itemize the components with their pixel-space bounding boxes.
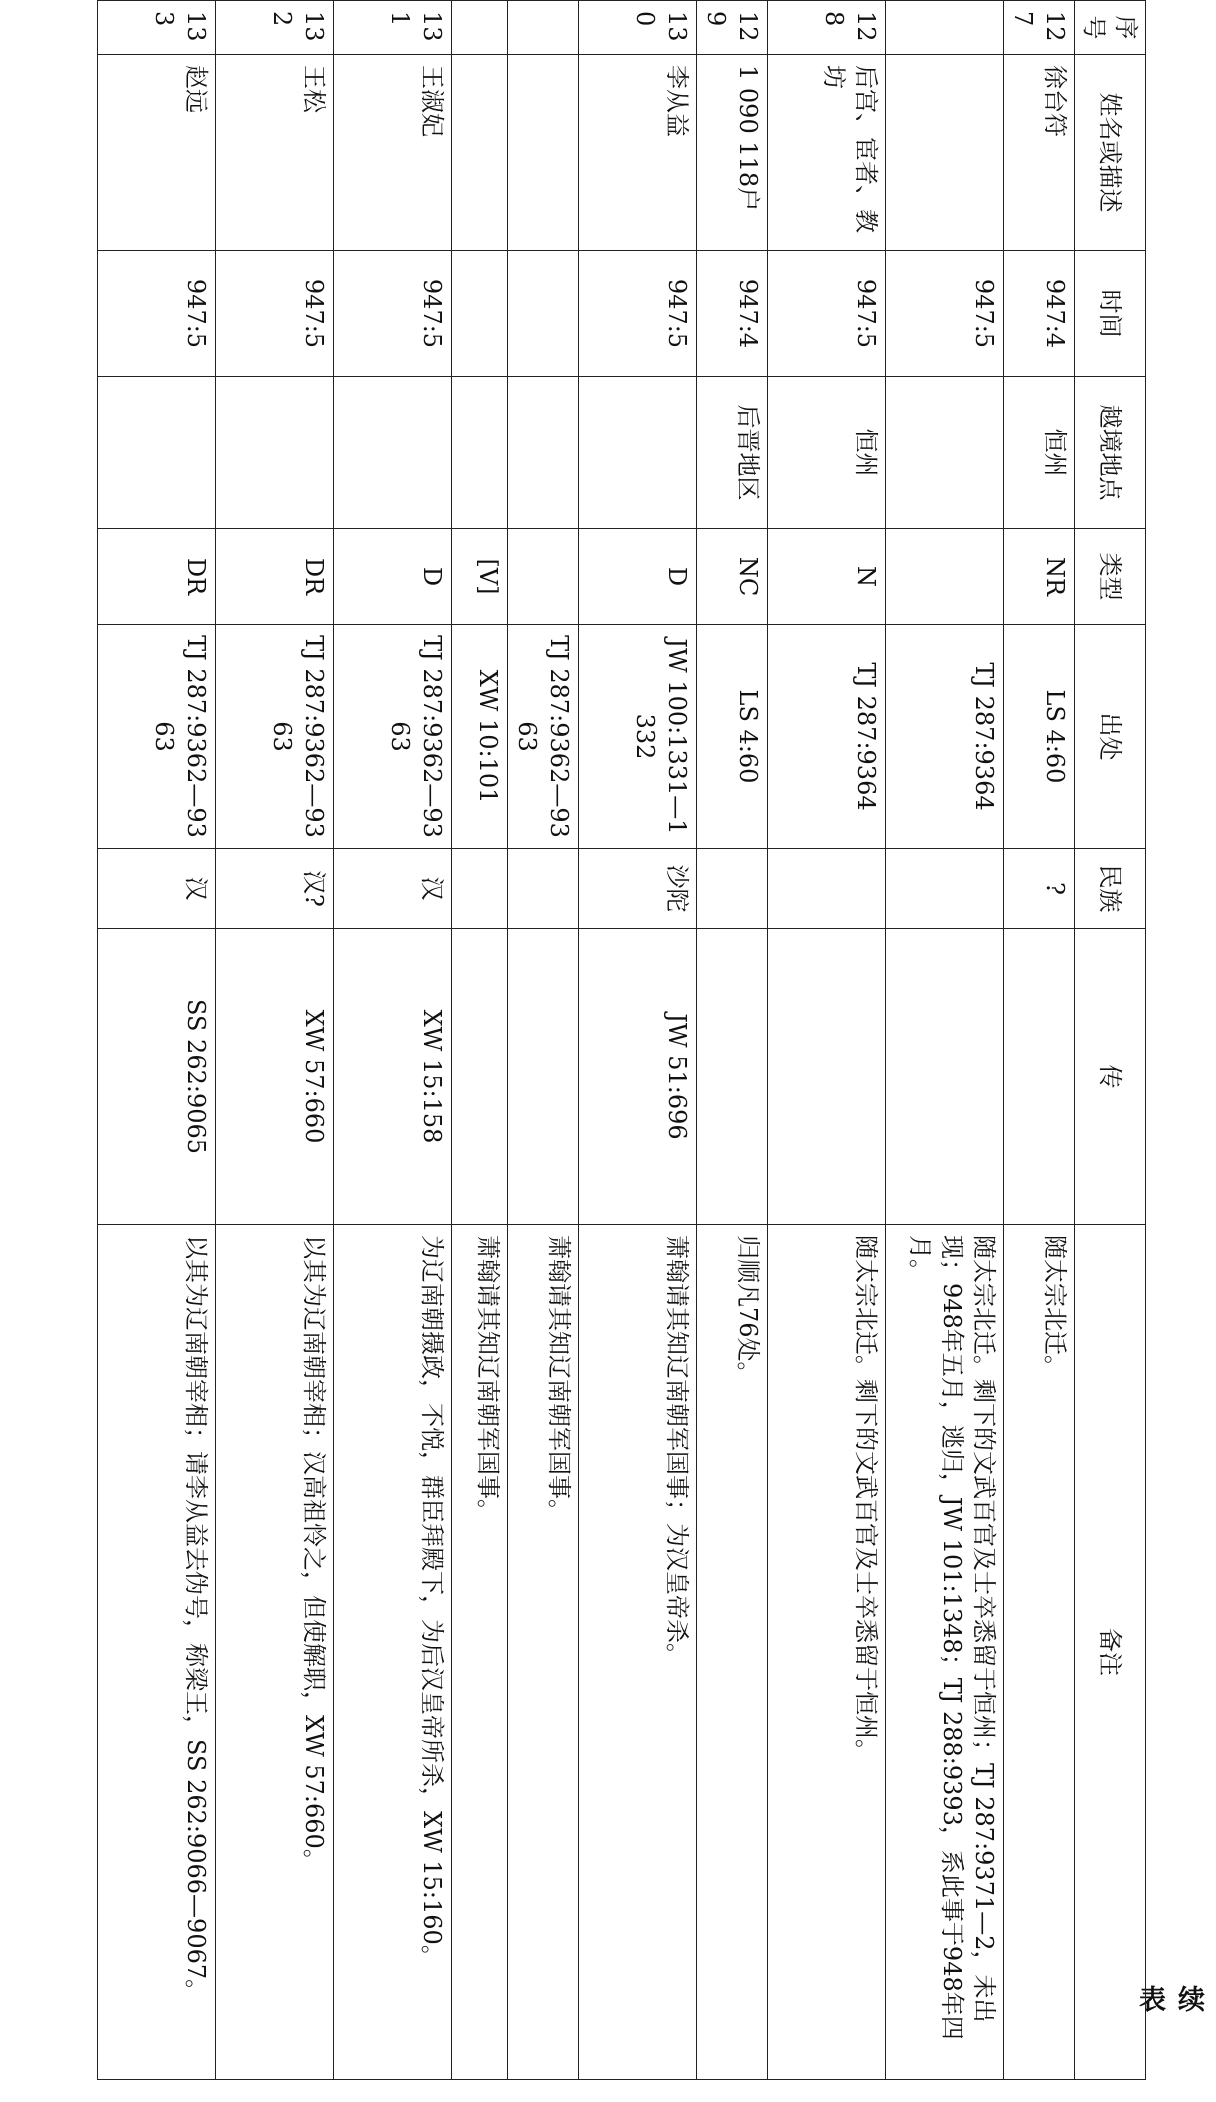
- cell-bio: [1004, 929, 1075, 1225]
- cell-note: 随太宗北迁。: [1004, 1225, 1075, 2080]
- cell-no: 131: [334, 1, 452, 55]
- cell-type: D: [334, 529, 452, 625]
- cell-note: 萧翰请其知辽南朝军国事；为汉皇帝杀。: [579, 1225, 697, 2080]
- cell-no: 127: [1004, 1, 1075, 55]
- cell-note: 萧翰请其知辽南朝军国事。: [452, 1225, 508, 2080]
- header-name: 姓名或描述: [1075, 55, 1146, 251]
- cell-type: [508, 529, 579, 625]
- cell-type: N: [768, 529, 886, 625]
- cell-no: [886, 1, 1004, 55]
- cell-source: TJ 287:9362—9363: [508, 625, 579, 849]
- table-row: [886, 1, 1004, 2080]
- cell-time: 947:5: [98, 251, 216, 377]
- cell-ethnic: 汉: [334, 849, 452, 929]
- cell-name: 1 090 118户: [697, 55, 768, 251]
- cell-name: 后宫、宦者、教坊: [768, 55, 886, 251]
- cell-bio: SS 262:9065: [98, 929, 216, 1225]
- cell-place: [216, 377, 334, 529]
- cell-time: 947:5: [886, 251, 1004, 377]
- cell-ethnic: [508, 849, 579, 929]
- cell-place: 恒州: [768, 377, 886, 529]
- cell-time: 947:5: [334, 251, 452, 377]
- table-row: [98, 1, 216, 2080]
- cell-bio: JW 51:696: [579, 929, 697, 1225]
- cell-source: TJ 287:9362—9363: [334, 625, 452, 849]
- cell-time: 947:4: [697, 251, 768, 377]
- cell-type: NC: [697, 529, 768, 625]
- cell-no: 130: [579, 1, 697, 55]
- table-row: [334, 1, 452, 2080]
- table-row: [579, 1, 697, 2080]
- cell-no: 129: [697, 1, 768, 55]
- cell-bio: [452, 929, 508, 1225]
- cell-note: 归顺凡76处。: [697, 1225, 768, 2080]
- cell-name: [886, 55, 1004, 251]
- table-row: [216, 1, 334, 2080]
- data-table: [97, 0, 1146, 2080]
- cell-ethnic: [886, 849, 1004, 929]
- cell-source: JW 100:1331—1332: [579, 625, 697, 849]
- cell-no: [508, 1, 579, 55]
- cell-no: [452, 1, 508, 55]
- header-bio: 传: [1075, 929, 1146, 1225]
- cell-source: XW 10:101: [452, 625, 508, 849]
- cell-bio: [508, 929, 579, 1225]
- header-place: 越境地点: [1075, 377, 1146, 529]
- cell-type: DR: [98, 529, 216, 625]
- table-row: [697, 1, 768, 2080]
- cell-no: 128: [768, 1, 886, 55]
- cell-place: [886, 377, 1004, 529]
- cell-type: D: [579, 529, 697, 625]
- cell-type: NR: [1004, 529, 1075, 625]
- cell-name: [452, 55, 508, 251]
- header-type: 类型: [1075, 529, 1146, 625]
- cell-place: 恒州: [1004, 377, 1075, 529]
- cell-name: [508, 55, 579, 251]
- cell-time: 947:5: [216, 251, 334, 377]
- cell-place: [452, 377, 508, 529]
- cell-name: 王松: [216, 55, 334, 251]
- table-row: [452, 1, 508, 2080]
- cell-name: 徐台符: [1004, 55, 1075, 251]
- cell-bio: XW 57:660: [216, 929, 334, 1225]
- cell-bio: XW 15:158: [334, 929, 452, 1225]
- cell-note: 萧翰请其知辽南朝军国事。: [508, 1225, 579, 2080]
- cell-no: 133: [98, 1, 216, 55]
- cell-note: 为辽南朝摄政，不悦，群臣拜殿下，为后汉皇帝所杀，XW 15:160。: [334, 1225, 452, 2080]
- cell-source: LS 4:60: [1004, 625, 1075, 849]
- cell-no: 132: [216, 1, 334, 55]
- cell-time: 947:4: [1004, 251, 1075, 377]
- cell-bio: [886, 929, 1004, 1225]
- header-source: 出处: [1075, 625, 1146, 849]
- cell-type: [V]: [452, 529, 508, 625]
- table-row: [768, 1, 886, 2080]
- cell-ethnic: [697, 849, 768, 929]
- cell-place: [579, 377, 697, 529]
- cell-bio: [697, 929, 768, 1225]
- header-ethnic: 民族: [1075, 849, 1146, 929]
- cell-source: TJ 287:9364: [886, 625, 1004, 849]
- header-time: 时间: [1075, 251, 1146, 377]
- header-note: 备注: [1075, 1225, 1146, 2080]
- cell-note: 以其为辽南朝宰相；请李从益去伪号，称梁王，SS 262:9066—9067。: [98, 1225, 216, 2080]
- cell-ethnic: [452, 849, 508, 929]
- cell-source: TJ 287:9362—9363: [98, 625, 216, 849]
- cell-type: [886, 529, 1004, 625]
- cell-place: 后晋地区: [697, 377, 768, 529]
- table-row: [508, 1, 579, 2080]
- header-row: [1075, 1, 1146, 2080]
- cell-source: TJ 287:9362—9363: [216, 625, 334, 849]
- cell-name: 李从益: [579, 55, 697, 251]
- cell-ethnic: 汉: [98, 849, 216, 929]
- cell-ethnic: 汉?: [216, 849, 334, 929]
- page-label: 续 表: [1134, 1985, 1204, 2099]
- cell-place: [508, 377, 579, 529]
- cell-name: 赵远: [98, 55, 216, 251]
- cell-time: [508, 251, 579, 377]
- cell-source: TJ 287:9364: [768, 625, 886, 849]
- cell-note: 随太宗北迁。剩下的文武百官及士卒悉留于恒州；TJ 287:9371—2，未出现；948年五月，逃归，JW 101:1348；TJ 288:9393，系此事于948年四月。: [886, 1225, 1004, 2080]
- cell-place: [98, 377, 216, 529]
- cell-time: 947:5: [579, 251, 697, 377]
- cell-note: 以其为辽南朝宰相；汉高祖怜之，但使解职，XW 57:660。: [216, 1225, 334, 2080]
- table-row: [1004, 1, 1075, 2080]
- cell-source: LS 4:60: [697, 625, 768, 849]
- cell-time: [452, 251, 508, 377]
- cell-type: DR: [216, 529, 334, 625]
- cell-time: 947:5: [768, 251, 886, 377]
- cell-bio: [768, 929, 886, 1225]
- cell-ethnic: [768, 849, 886, 929]
- cell-name: 王淑妃: [334, 55, 452, 251]
- cell-note: 随太宗北迁。剩下的文武百官及士卒悉留于恒州。: [768, 1225, 886, 2080]
- cell-ethnic: 沙陀: [579, 849, 697, 929]
- cell-ethnic: ?: [1004, 849, 1075, 929]
- header-no: 序号: [1075, 1, 1146, 55]
- cell-place: [334, 377, 452, 529]
